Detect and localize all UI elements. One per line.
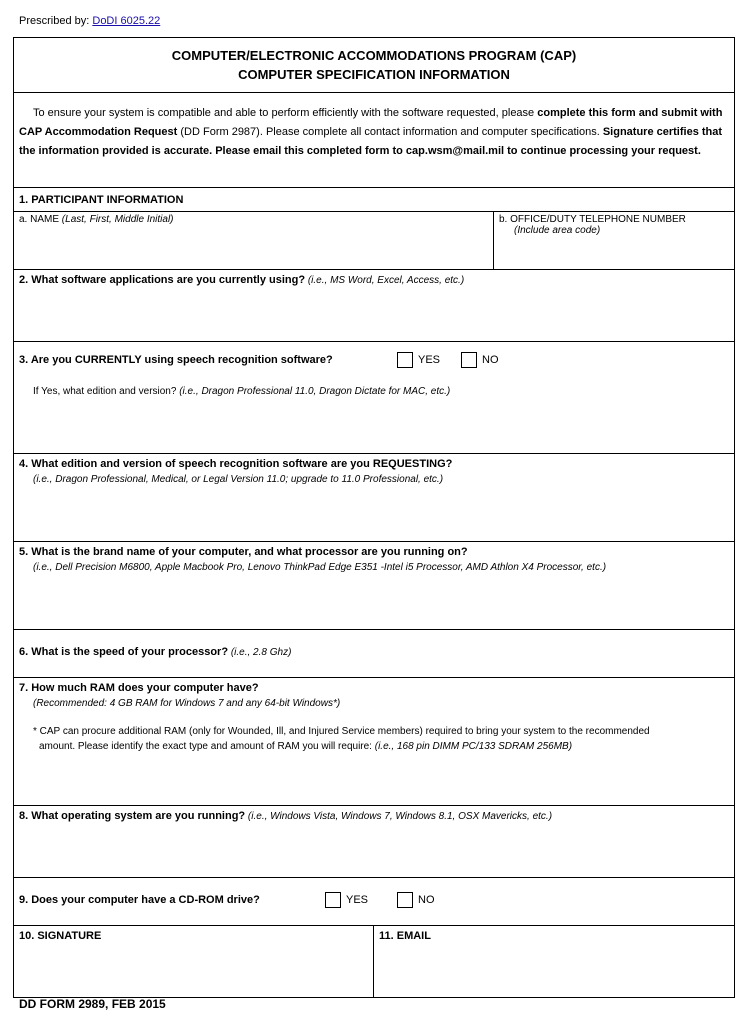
divider: [13, 341, 735, 342]
phone-label: b. OFFICE/DUTY TELEPHONE NUMBER: [499, 214, 686, 225]
s3-input[interactable]: [15, 402, 733, 452]
divider: [13, 629, 735, 630]
s6-question: [19, 646, 291, 658]
s9-no-label: NO: [418, 894, 435, 906]
divider: [13, 453, 735, 454]
s3-question: 3. Are you CURRENTLY using speech recognition software?: [19, 354, 333, 366]
s4-input[interactable]: [15, 490, 733, 540]
intro-p2: (DD Form 2987). Please complete all contact information and computer specifications.: [177, 126, 603, 138]
s3-no-checkbox[interactable]: [461, 352, 477, 368]
intro-p1: To ensure your system is compatible and able to perform efficiently with the software requested, please: [33, 107, 538, 119]
s7-note-hint: (i.e., 168 pin DIMM PC/133 SDRAM 256MB): [374, 741, 573, 752]
divider: [13, 187, 735, 188]
divider: [373, 925, 374, 998]
dodi-link[interactable]: DoDI 6025.22: [92, 15, 161, 27]
s9-no-checkbox[interactable]: [397, 892, 413, 908]
divider: [13, 805, 735, 806]
s7-note: [33, 724, 650, 754]
s3-no-label: NO: [482, 354, 499, 366]
name-field-label: [19, 214, 174, 225]
divider: [13, 677, 735, 678]
s11-label: 11. EMAIL: [379, 930, 431, 942]
s6-question-text: 6. What is the speed of your processor?: [19, 646, 229, 658]
s6-hint: (i.e., 2.8 Ghz): [228, 647, 292, 658]
s8-question: [19, 810, 552, 822]
s1-heading: 1. PARTICIPANT INFORMATION: [19, 194, 184, 206]
intro-p3-bold: Signature certifies that the information provided is accurate. Please email this completed form to cap.wsm@mail.mil to continue processing your request.: [19, 126, 723, 157]
s5-hint: (i.e., Dell Precision M6800, Apple Macbook Pro, Lenovo ThinkPad Edge E351 -Intel i5 Processor, AMD Athlon X4 Processor, etc.): [33, 562, 607, 573]
s3-yes-label: YES: [418, 354, 441, 366]
s8-question-text: 8. What operating system are you running?: [19, 810, 246, 822]
s10-label: 10. SIGNATURE: [19, 930, 102, 942]
divider: [493, 211, 494, 269]
s8-hint: (i.e., Windows Vista, Windows 7, Windows 8.1, OSX Mavericks, etc.): [245, 811, 553, 822]
s9-question: 9. Does your computer have a CD-ROM drive?: [19, 894, 260, 906]
s7-note-line-1: * CAP can procure additional RAM (only for Wounded, Ill, and Injured Service members) required to bring your system to the recommended: [33, 726, 650, 737]
s5-question: 5. What is the brand name of your computer, and what processor are you running on?: [19, 546, 468, 558]
s3-followup-text: If Yes, what edition and version?: [33, 386, 180, 397]
phone-hint: (Include area code): [514, 225, 601, 236]
divider: [13, 925, 735, 926]
s4-question: 4. What edition and version of speech recognition software are you REQUESTING?: [19, 458, 453, 470]
divider: [13, 877, 735, 878]
s3-followup: [33, 386, 450, 397]
s7-question: 7. How much RAM does your computer have?: [19, 682, 259, 694]
s5-input[interactable]: [15, 578, 733, 628]
form-id: DD FORM 2989, FEB 2015: [19, 997, 166, 1011]
s7-input[interactable]: [15, 758, 733, 804]
s3-followup-hint: (i.e., Dragon Professional 11.0, Dragon Dictate for MAC, etc.): [179, 386, 451, 397]
s9-yes-label: YES: [346, 894, 369, 906]
signature-input[interactable]: [15, 946, 372, 996]
divider: [13, 269, 735, 270]
divider: [13, 211, 735, 212]
intro-p1-bold: complete this form and submit with CAP Accommodation Request: [19, 107, 723, 138]
divider: [13, 541, 735, 542]
phone-input[interactable]: [496, 238, 732, 268]
s2-question-text: 2. What software applications are you currently using?: [19, 274, 306, 286]
s8-input[interactable]: [15, 828, 733, 876]
s3-yes-checkbox[interactable]: [397, 352, 413, 368]
s4-hint: (i.e., Dragon Professional, Medical, or Legal Version 11.0; upgrade to 11.0 Professional, etc.): [33, 474, 444, 485]
name-input[interactable]: [15, 228, 492, 268]
prescribed-by: [19, 15, 160, 27]
s2-input[interactable]: [15, 292, 733, 340]
title-line-2: COMPUTER SPECIFICATION INFORMATION: [238, 67, 510, 82]
intro-text: [19, 104, 731, 161]
phone-field-label: [499, 214, 686, 236]
divider: [13, 92, 735, 93]
form-title: [13, 46, 735, 84]
title-line-1: COMPUTER/ELECTRONIC ACCOMMODATIONS PROGRAM (CAP): [171, 48, 577, 63]
prescribed-by-label: Prescribed by:: [19, 15, 90, 27]
s7-note-line-2: amount. Please identify the exact type and amount of RAM you will require:: [39, 741, 375, 752]
name-label: a. NAME: [19, 214, 62, 225]
s7-hint: (Recommended: 4 GB RAM for Windows 7 and any 64-bit Windows*): [33, 698, 341, 709]
s9-yes-checkbox[interactable]: [325, 892, 341, 908]
email-input[interactable]: [376, 946, 733, 996]
name-hint: (Last, First, Middle Initial): [61, 214, 174, 225]
s2-hint: (i.e., MS Word, Excel, Access, etc.): [305, 275, 465, 286]
s2-question: [19, 274, 464, 286]
